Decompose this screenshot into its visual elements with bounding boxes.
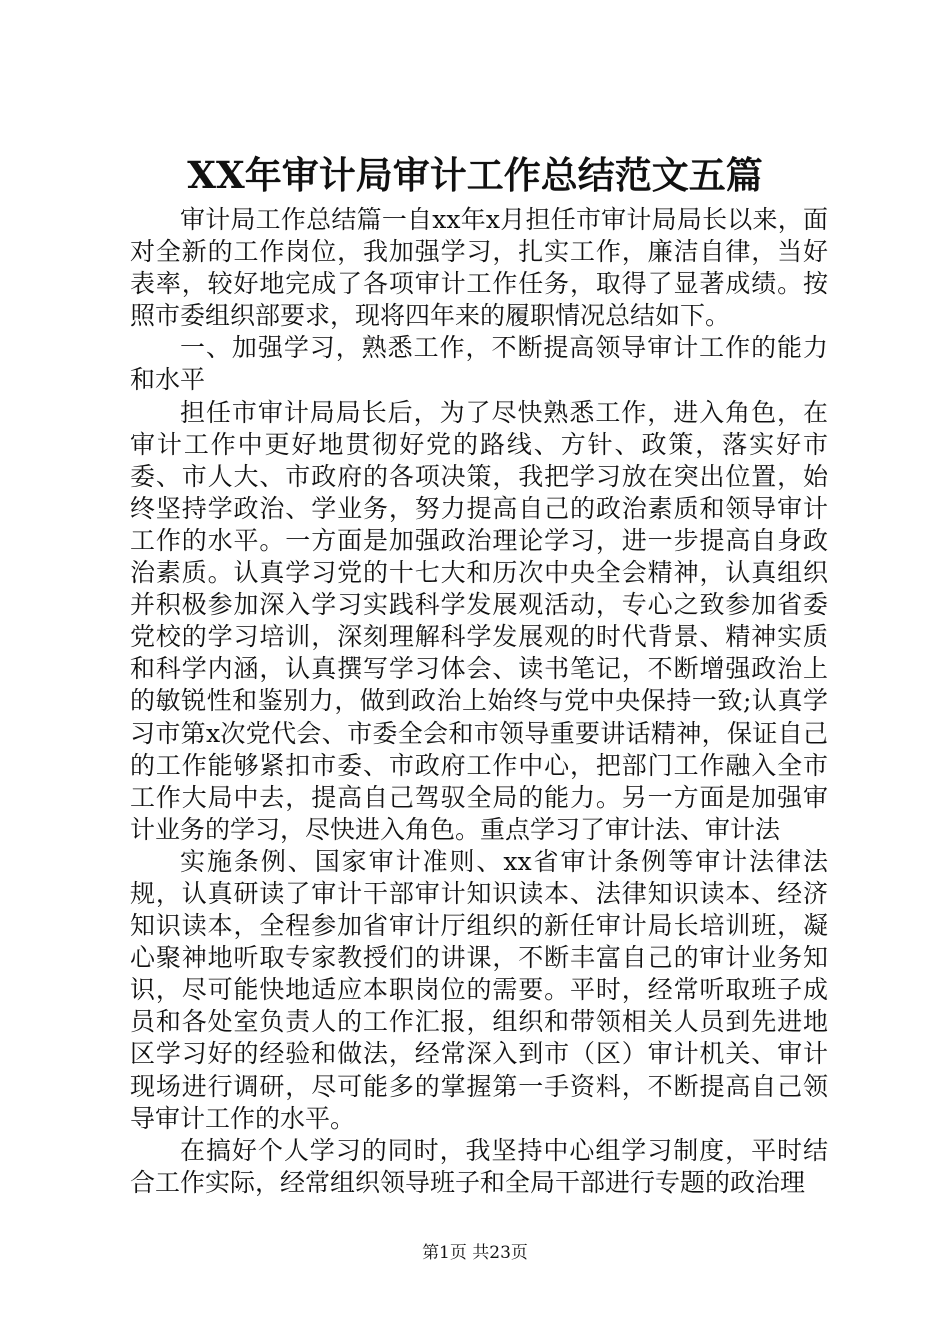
paragraph-intro: 审计局工作总结篇一自xx年x月担任市审计局局长以来，面对全新的工作岗位，我加强学习，扎实工作，廉洁自律，当好表率，较好地完成了各项审计工作任务，取得了显著成绩。按照市委组织部要求，现将四年来的履职情况总结如下。 [130,205,828,331]
paragraph-regulations: 实施条例、国家审计准则、xx省审计条例等审计法律法规，认真研读了审计干部审计知识读本、法律知识读本、经济知识读本，全程参加省审计厅组织的新任审计局长培训班，凝心聚神地听取专家教授们的讲课，不断丰富自己的审计业务知识，尽可能快地适应本职岗位的需要。平时，经常听取班子成员和各处室负责人的工作汇报，组织和带领相关人员到先进地区学习好的经验和做法，经常深入到市（区）审计机关、审计现场进行调研，尽可能多的掌握第一手资料，不断提高自己领导审计工作的水平。 [130,846,828,1133]
document-title: XX年审计局审计工作总结范文五篇 [187,153,763,197]
document-body [130,204,828,1199]
paragraph-section-heading: 一、加强学习，熟悉工作，不断提高领导审计工作的能力和水平 [130,333,828,395]
page-number-footer: 第1页 共23页 [422,1243,528,1263]
paragraph-study: 担任市审计局局长后，为了尽快熟悉工作，进入角色，在审计工作中更好地贯彻好党的路线、方针、政策，落实好市委、市人大、市政府的各项决策，我把学习放在突出位置，始终坚持学政治、学业务，努力提高自己的政治素质和领导审计工作的水平。一方面是加强政治理论学习，进一步提高自身政治素质。认真学习党的十七大和历次中央全会精神，认真组织并积极参加深入学习实践科学发展观活动，专心之致参加省委党校的学习培训，深刻理解科学发展观的时代背景、精神实质和科学内涵，认真撰写学习体会、读书笔记，不断增强政治上的敏锐性和鉴别力，做到政治上始终与党中央保持一致;认真学习市第x次党代会、市委全会和市领导重要讲话精神，保证自己的工作能够紧扣市委、市政府工作中心，把部门工作融入全市工作大局中去，提高自己驾驭全局的能力。另一方面是加强审计业务的学习，尽快进入角色。重点学习了审计法、审计法 [130,397,828,844]
paragraph-group-study: 在搞好个人学习的同时，我坚持中心组学习制度，平时结合工作实际，经常组织领导班子和全局干部进行专题的政治理 [130,1135,828,1197]
